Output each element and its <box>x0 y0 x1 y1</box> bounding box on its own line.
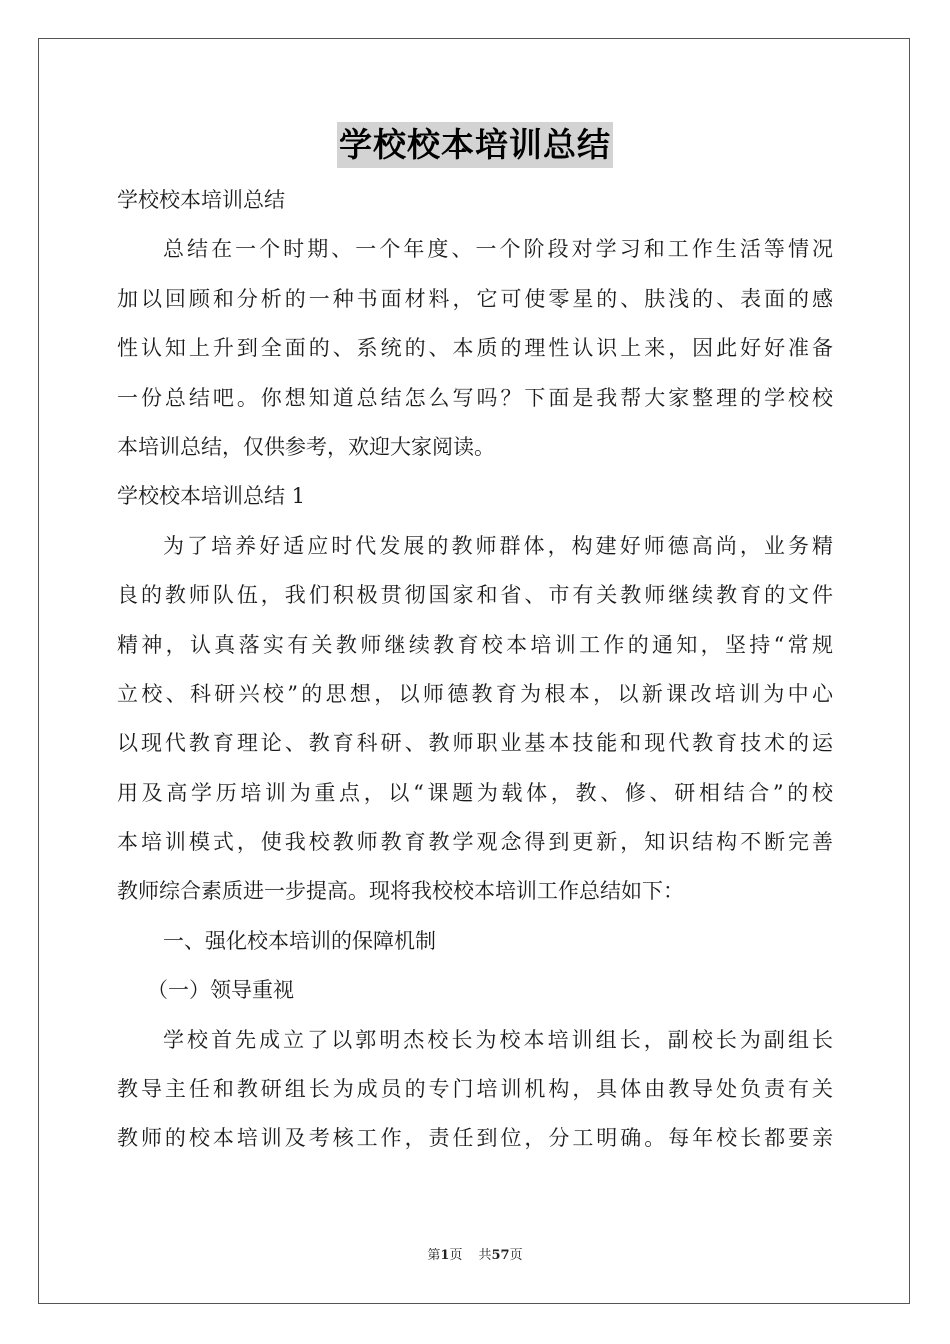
text-line: 性认知上升到全面的、系统的、本质的理性认识上来，因此好好准备 <box>117 336 833 361</box>
text-line: 教导主任和教研组长为成员的专门培训机构，具体由教导处负责有关 <box>117 1077 833 1102</box>
text-line: 总结在一个时期、一个年度、一个阶段对学习和工作生活等情况 <box>163 237 833 262</box>
text-line: （一）领导重视 <box>147 978 294 1003</box>
text-line: 精神，认真落实有关教师继续教育校本培训工作的通知，坚持“常规 <box>117 632 833 657</box>
text-line: 本培训总结，仅供参考，欢迎大家阅读。 <box>117 434 495 459</box>
text-line: 教师的校本培训及考核工作，责任到位，分工明确。每年校长都要亲 <box>117 1126 833 1151</box>
text-line: 学校校本培训总结 1 <box>117 484 306 509</box>
text-line: 本培训模式，使我校教师教育教学观念得到更新，知识结构不断完善 <box>117 830 833 855</box>
text-line: 良的教师队伍，我们积极贯彻国家和省、市有关教师继续教育的文件 <box>117 583 833 608</box>
page-footer <box>0 1246 950 1266</box>
text-line: 学校校本培训总结 <box>117 188 285 212</box>
text-line: 为了培养好适应时代发展的教师群体，构建好师德高尚，业务精 <box>163 533 833 558</box>
document-body <box>117 176 833 1164</box>
footer-total-prefix: 共 <box>478 1248 492 1263</box>
text-line: 一份总结吧。你想知道总结怎么写吗？下面是我帮大家整理的学校校 <box>117 385 833 410</box>
text-line: 以现代教育理论、教育科研、教师职业基本技能和现代教育技术的运 <box>117 731 833 756</box>
text-line: 用及高学历培训为重点，以“课题为载体，教、修、研相结合”的校 <box>117 780 833 805</box>
title-container <box>0 122 950 168</box>
text-line: 学校首先成立了以郭明杰校长为校本培训组长，副校长为副组长 <box>163 1027 833 1052</box>
footer-prefix: 第 <box>427 1248 441 1263</box>
text-line: 立校、科研兴校”的思想，以师德教育为根本，以新课改培训为中心 <box>117 681 833 706</box>
footer-page-unit: 页 <box>449 1248 463 1263</box>
document-title: 学校校本培训总结 <box>337 122 613 168</box>
footer-total-unit: 页 <box>509 1248 523 1263</box>
text-line: 教师综合素质进一步提高。现将我校校本培训工作总结如下： <box>117 879 684 904</box>
footer-page-number: 1 <box>440 1248 450 1263</box>
footer-total-pages: 57 <box>491 1248 510 1263</box>
text-line: 一、强化校本培训的保障机制 <box>163 928 436 953</box>
text-line: 加以回顾和分析的一种书面材料，它可使零星的、肤浅的、表面的感 <box>117 286 833 311</box>
